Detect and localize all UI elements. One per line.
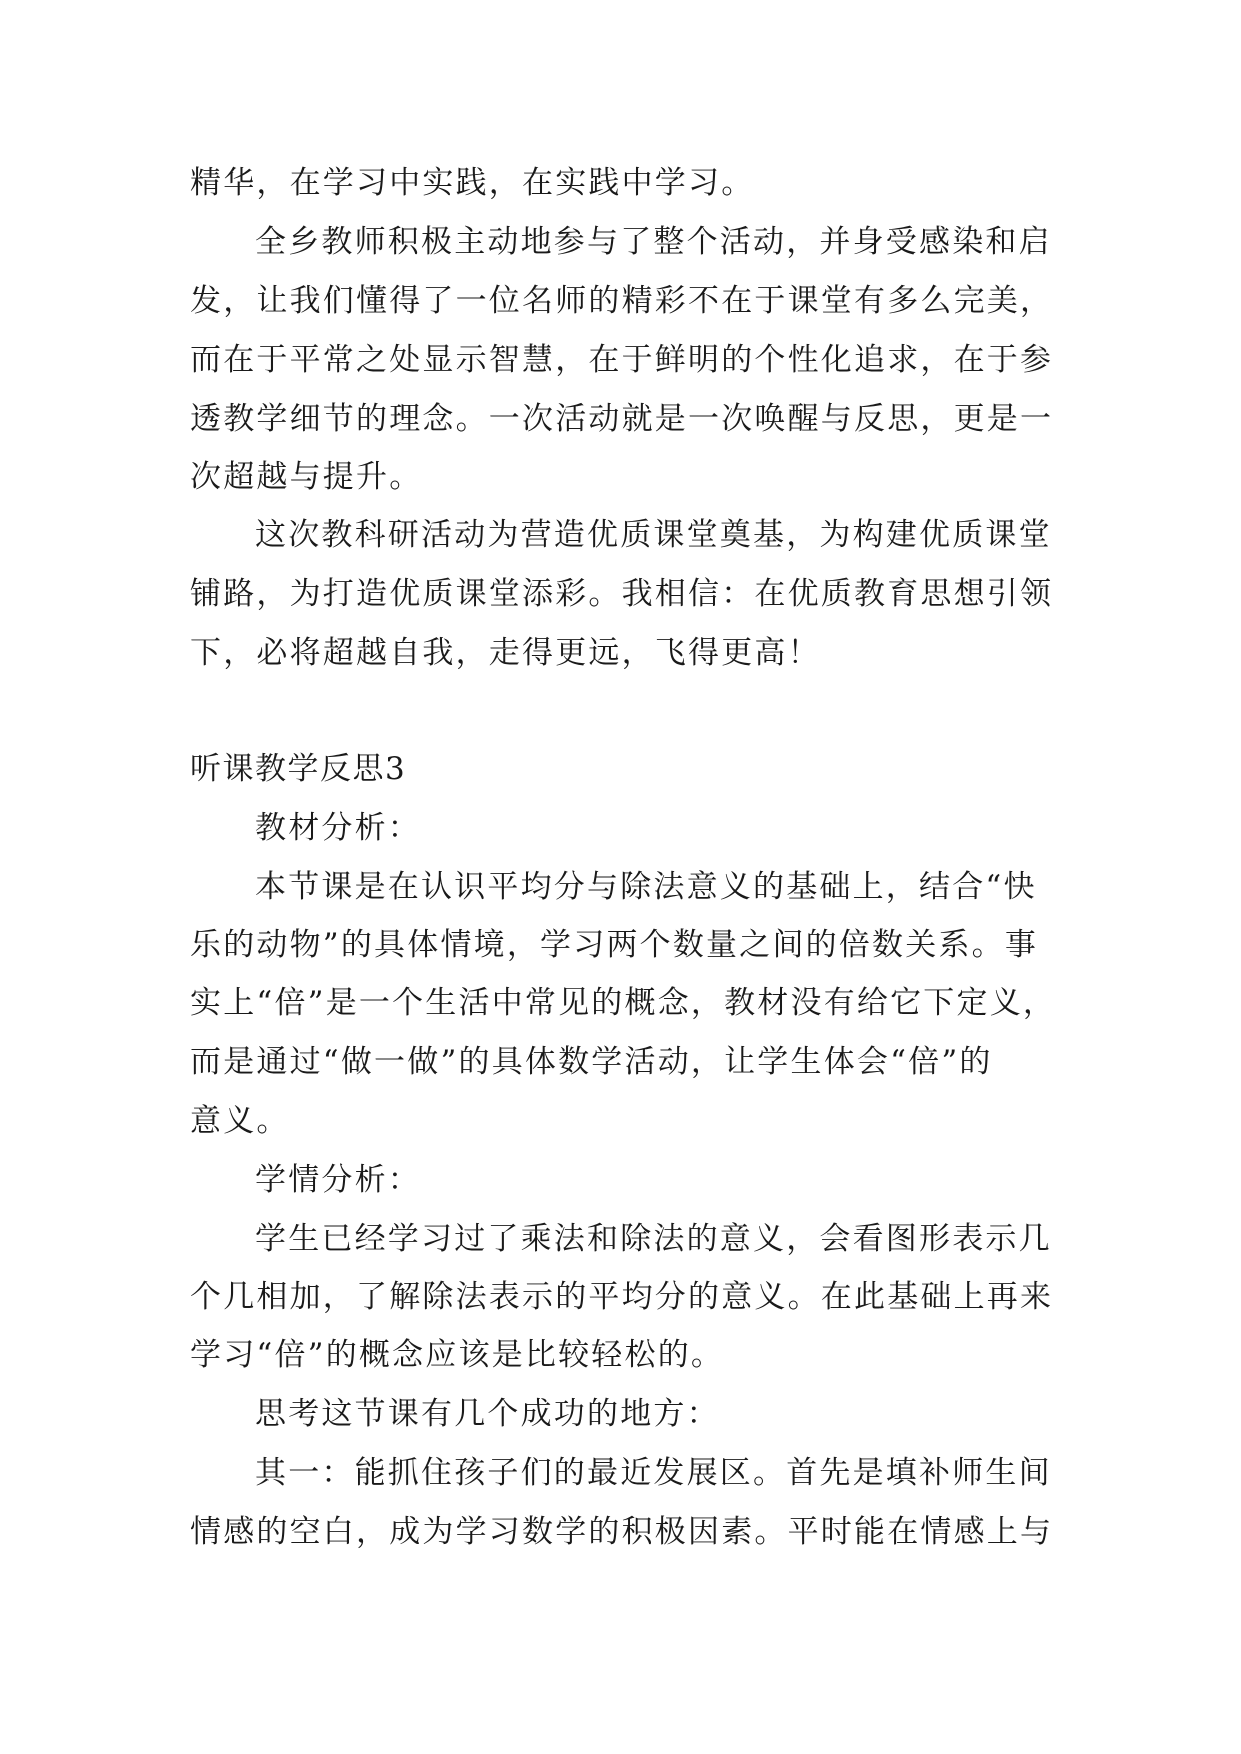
paragraph-line: 透教学细节的理念。一次活动就是一次唤醒与反思，更是一 bbox=[190, 401, 1054, 437]
paragraph-line: 实上“倍”是一个生活中常见的概念，教材没有给它下定义， bbox=[190, 985, 1057, 1021]
paragraph-line: 学生已经学习过了乘法和除法的意义，会看图形表示几 bbox=[255, 1221, 1052, 1257]
paragraph-line: 个几相加，了解除法表示的平均分的意义。在此基础上再来 bbox=[190, 1279, 1054, 1315]
paragraph-line: 其一：能抓住孩子们的最近发展区。首先是填补师生间 bbox=[255, 1455, 1052, 1491]
paragraph-line: 下，必将超越自我，走得更远，飞得更高！ bbox=[190, 635, 821, 671]
paragraph-line: 思考这节课有几个成功的地方： bbox=[255, 1396, 720, 1432]
paragraph-line: 学情分析： bbox=[255, 1162, 421, 1198]
paragraph-line: 本节课是在认识平均分与除法意义的基础上，结合“快 bbox=[255, 869, 1037, 905]
paragraph-line: 学习“倍”的概念应该是比较轻松的。 bbox=[190, 1337, 725, 1373]
paragraph-line: 乐的动物”的具体情境，学习两个数量之间的倍数关系。事 bbox=[190, 927, 1039, 963]
paragraph-line: 情感的空白，成为学习数学的积极因素。平时能在情感上与 bbox=[190, 1514, 1054, 1550]
paragraph-line: 意义。 bbox=[190, 1103, 290, 1139]
paragraph-line: 而是通过“做一做”的具体数学活动，让学生体会“倍”的 bbox=[190, 1044, 993, 1080]
paragraph-line: 铺路，为打造优质课堂添彩。我相信：在优质教育思想引领 bbox=[190, 576, 1054, 612]
paragraph-line: 而在于平常之处显示智慧，在于鲜明的个性化追求，在于参 bbox=[190, 342, 1054, 378]
section-title: 听课教学反思3 bbox=[190, 751, 407, 787]
paragraph-line: 教材分析： bbox=[255, 810, 421, 846]
paragraph-line: 全乡教师积极主动地参与了整个活动，并身受感染和启 bbox=[255, 224, 1052, 260]
paragraph-line: 次超越与提升。 bbox=[190, 459, 423, 495]
paragraph-line: 精华，在学习中实践，在实践中学习。 bbox=[190, 165, 755, 201]
paragraph-line: 发，让我们懂得了一位名师的精彩不在于课堂有多么完美， bbox=[190, 283, 1054, 319]
paragraph-line: 这次教科研活动为营造优质课堂奠基，为构建优质课堂 bbox=[255, 517, 1052, 553]
